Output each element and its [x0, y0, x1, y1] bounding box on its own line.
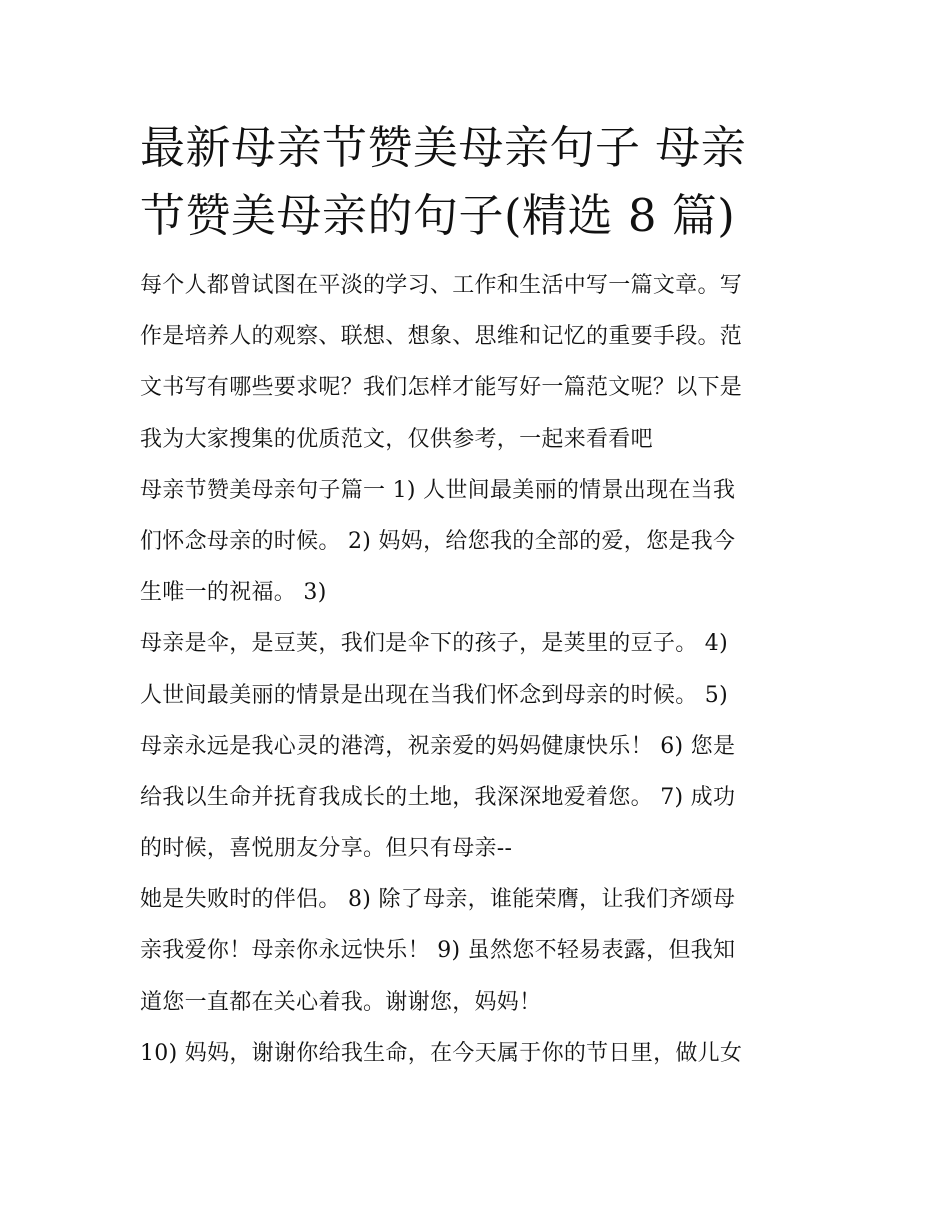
text-line: 生唯一的祝福。 3) [140, 580, 327, 606]
title-line-1: 最新母亲节赞美母亲句子 母亲 [140, 121, 747, 174]
text-line: 道您一直都在关心着我。谢谢您，妈妈！ [140, 989, 542, 1015]
text-line: 母亲永远是我心灵的港湾，祝亲爱的妈妈健康快乐！ 6) 您是 [140, 733, 736, 759]
text-line: 作是培养人的观察、联想、想象、思维和记忆的重要手段。范 [140, 324, 743, 350]
text-line: 人世间最美丽的情景是出现在当我们怀念到母亲的时候。 5) [140, 682, 728, 708]
text-line: 她是失败时的伴侣。 8) 除了母亲，谁能荣膺，让我们齐颂母 [140, 887, 736, 913]
text-line: 的时候，喜悦朋友分享。但只有母亲-- [140, 836, 513, 862]
paragraph-quote-10 [140, 1028, 812, 1079]
title-line-2: 节赞美母亲的句子(精选 8 篇) [140, 189, 736, 242]
document-title [140, 114, 812, 250]
text-line: 10) 妈妈，谢谢你给我生命，在今天属于你的节日里，做儿女 [140, 1040, 743, 1066]
text-line: 给我以生命并抚育我成长的土地，我深深地爱着您。 7) 成功 [140, 784, 736, 810]
paragraph-quotes-8-9 [140, 874, 812, 1028]
paragraph-section-one [140, 465, 812, 619]
text-line: 们怀念母亲的时候。 2) 妈妈，给您我的全部的爱，您是我今 [140, 528, 736, 554]
paragraph-quotes-3-7 [140, 618, 812, 874]
text-line: 亲我爱你！母亲你永远快乐！ 9) 虽然您不轻易表露，但我知 [140, 938, 736, 964]
document-body [140, 114, 812, 1079]
text-line: 文书写有哪些要求呢？我们怎样才能写好一篇范文呢？以下是 [140, 375, 743, 401]
paragraph-intro [140, 260, 812, 465]
text-line: 每个人都曾试图在平淡的学习、工作和生活中写一篇文章。写 [140, 273, 743, 298]
text-line: 母亲是伞，是豆荚，我们是伞下的孩子，是荚里的豆子。 4) [140, 631, 728, 657]
text-line: 我为大家搜集的优质范文，仅供参考，一起来看看吧 [140, 426, 653, 452]
text-line: 母亲节赞美母亲句子篇一 1) 人世间最美丽的情景出现在当我 [140, 477, 736, 503]
